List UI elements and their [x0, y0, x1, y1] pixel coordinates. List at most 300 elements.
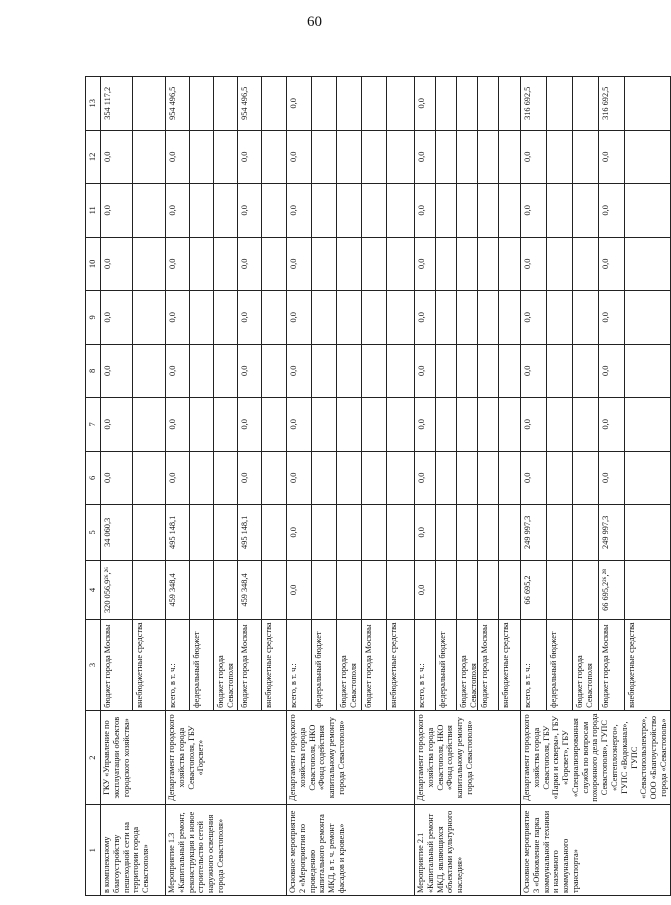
funding-source-cell-line: федеральный бюджет	[312, 620, 337, 710]
value-line	[499, 345, 520, 398]
funding-source-cell-line: бюджет города Москвы	[362, 620, 387, 710]
funding-source-cell-line: внебюджетные средства	[501, 622, 510, 708]
value-col11-cell	[166, 184, 287, 238]
funding-source-cell-line: бюджет города Севастополя	[573, 620, 599, 710]
funding-source-cell-line: бюджет города Москвы	[238, 620, 262, 710]
value-col8-cell	[287, 344, 415, 398]
value-line	[337, 77, 362, 130]
funding-source-cell-line: внебюджетные средства	[627, 622, 636, 708]
header-cell: 5	[86, 505, 101, 561]
value-line	[312, 131, 337, 184]
value-line: 0,0	[521, 452, 547, 505]
table-row	[101, 77, 166, 896]
funding-source-cell-line: всего, в т. ч.:	[415, 620, 436, 710]
value-line	[478, 452, 499, 505]
value-line: 0,0	[238, 345, 262, 398]
value-line	[499, 398, 520, 451]
funding-source-cell-line: всего, в т. ч.:	[166, 620, 190, 710]
value-line	[190, 452, 214, 505]
value-col12-cell	[521, 130, 671, 184]
funding-source-cell-line: бюджет города Севастополя	[337, 620, 362, 710]
value-col13-cell	[521, 77, 671, 131]
value-line	[625, 131, 651, 184]
value-col4-cell-line	[262, 561, 286, 620]
value-col13-cell	[287, 77, 415, 131]
value-line: 0,0	[238, 452, 262, 505]
executor-cell: Департамент городского хозяйства города Севастополя, ГБУ «Горсвет»	[166, 710, 287, 805]
value-col4-cell-line	[547, 561, 573, 620]
value-line: 0,0	[166, 398, 190, 451]
value-line	[262, 184, 286, 237]
value-line	[387, 345, 412, 398]
value-line	[457, 291, 478, 344]
value-line	[133, 452, 165, 505]
value-col5-cell	[521, 505, 671, 561]
value-line: 0,0	[599, 398, 625, 451]
funding-source-cell-line: внебюджетные средства	[264, 622, 273, 708]
value-line: 0,0	[287, 398, 312, 451]
value-col5-cell-line	[499, 505, 520, 560]
value-col4-cell-line: 0,0	[287, 561, 312, 620]
value-line	[436, 291, 457, 344]
value-line: 0,0	[415, 452, 436, 505]
value-line	[625, 238, 651, 291]
value-line	[190, 77, 214, 130]
funding-source-cell-line: федеральный бюджет	[436, 620, 457, 710]
value-col5-cell	[415, 505, 521, 561]
value-col4-cell-line	[337, 561, 362, 620]
header-cell: 11	[86, 184, 101, 238]
value-col10-cell	[287, 237, 415, 291]
value-col13-cell	[101, 77, 166, 131]
value-col9-cell	[521, 291, 671, 345]
value-line	[478, 184, 499, 237]
measure-name-cell: в комплексному благоустройству пешеходной сети на территории города Севастополя»	[101, 805, 166, 896]
value-line	[262, 291, 286, 344]
value-line	[214, 77, 238, 130]
value-col12-cell	[101, 130, 166, 184]
value-line	[478, 398, 499, 451]
value-line	[362, 131, 387, 184]
value-line: 0,0	[287, 452, 312, 505]
value-line	[262, 398, 286, 451]
value-line: 0,0	[599, 238, 625, 291]
value-line	[262, 345, 286, 398]
value-line	[337, 452, 362, 505]
value-col12-cell	[166, 130, 287, 184]
value-line	[436, 131, 457, 184]
value-line	[499, 452, 520, 505]
header-cell: 3	[86, 620, 101, 711]
header-cell: 7	[86, 398, 101, 452]
value-line	[337, 291, 362, 344]
funding-source-cell-line: всего, в т. ч.:	[287, 620, 312, 710]
value-line	[312, 238, 337, 291]
value-col8-cell	[166, 344, 287, 398]
funding-source-cell	[287, 620, 415, 711]
value-line: 0,0	[166, 238, 190, 291]
header-cell: 12	[86, 130, 101, 184]
value-line	[312, 291, 337, 344]
measure-name-cell: Основное мероприятие 3 «Обновление парка коммунальной техники и наземного коммунального транспорта»	[521, 805, 671, 896]
value-line	[190, 291, 214, 344]
value-line: 0,0	[521, 238, 547, 291]
value-line	[625, 345, 651, 398]
value-col8-cell	[101, 344, 166, 398]
funding-source-cell-line: федеральный бюджет	[547, 620, 573, 710]
value-line	[362, 452, 387, 505]
value-line: 0,0	[101, 131, 133, 184]
value-line	[457, 345, 478, 398]
value-line	[499, 77, 520, 130]
value-col6-cell	[101, 451, 166, 505]
value-col7-cell	[415, 398, 521, 452]
header-cell: 6	[86, 451, 101, 505]
value-col5-cell-line: 249 997,3	[521, 505, 547, 560]
value-col4-cell	[415, 560, 521, 620]
value-col5-cell-line	[478, 505, 499, 560]
value-col9-cell	[287, 291, 415, 345]
value-line: 0,0	[166, 131, 190, 184]
value-line	[573, 291, 599, 344]
value-col5-cell	[166, 505, 287, 561]
value-col4-cell-line	[625, 561, 651, 620]
funding-source-cell-line: бюджет города Севастополя	[457, 620, 478, 710]
value-col9-cell	[415, 291, 521, 345]
value-line: 0,0	[238, 291, 262, 344]
funding-source-cell-line: бюджет города Москвы	[599, 620, 625, 710]
value-line	[499, 291, 520, 344]
value-col4-cell-line	[573, 561, 599, 620]
value-line: 954 496,5	[238, 77, 262, 130]
executor-cell: ГКУ «Управление по эксплуатации объектов городского хозяйства»	[101, 710, 166, 805]
value-line	[262, 77, 286, 130]
value-line	[573, 345, 599, 398]
value-col4-cell-line	[362, 561, 387, 620]
value-line: 0,0	[101, 452, 133, 505]
value-line: 0,0	[238, 398, 262, 451]
value-col5-cell-line	[133, 505, 165, 560]
value-col5-cell-line	[190, 505, 214, 560]
value-line	[478, 131, 499, 184]
value-col4-cell-line	[436, 561, 457, 620]
value-line	[190, 398, 214, 451]
value-line: 0,0	[415, 345, 436, 398]
value-col5-cell-line	[573, 505, 599, 560]
value-line: 0,0	[101, 291, 133, 344]
value-line	[362, 345, 387, 398]
value-col12-cell	[415, 130, 521, 184]
value-col11-cell	[415, 184, 521, 238]
value-line	[312, 345, 337, 398]
value-line: 0,0	[599, 345, 625, 398]
value-line	[387, 77, 412, 130]
value-line	[133, 345, 165, 398]
value-line	[312, 398, 337, 451]
value-line	[457, 398, 478, 451]
value-line: 0,0	[166, 184, 190, 237]
value-line	[547, 452, 573, 505]
value-col4-cell-line	[133, 561, 165, 620]
value-col7-cell	[166, 398, 287, 452]
value-line	[547, 184, 573, 237]
value-line	[436, 184, 457, 237]
value-line: 0,0	[415, 184, 436, 237]
executor-cell: Департамент городского хозяйства города Севастополя, НКО «Фонд содействия капитальному ремонту города Севастополя»	[415, 710, 521, 805]
value-col9-cell	[101, 291, 166, 345]
value-line	[312, 77, 337, 130]
value-col8-cell	[521, 344, 671, 398]
value-col10-cell	[166, 237, 287, 291]
value-line	[312, 184, 337, 237]
value-line	[262, 452, 286, 505]
value-line: 0,0	[599, 131, 625, 184]
value-line	[362, 238, 387, 291]
value-line: 0,0	[415, 77, 436, 130]
funding-source-cell	[521, 620, 671, 711]
executor-cell: Департамент городского хозяйства города Севастополя, ГБУ «Парки и скверы», ГБУ «Горсвет», ГБУ «Специализированная служба по вопросам похоронного дела города Севастополя», ГУПС «Севтеплоэнерго», ГУПС «Водоканал», ГУПС «Севастопольэлектро», ООО «Благоустройство города «Севастополь»	[521, 710, 671, 805]
value-line	[190, 238, 214, 291]
value-line	[362, 77, 387, 130]
value-col4-cell-line: 459 348,4	[238, 561, 262, 620]
value-col5-cell-line: 0,0	[415, 505, 436, 560]
value-line	[478, 291, 499, 344]
value-line	[387, 291, 412, 344]
funding-source-cell-line: бюджет города Москвы	[101, 620, 133, 710]
value-col10-cell	[415, 237, 521, 291]
value-line	[214, 131, 238, 184]
value-line	[214, 398, 238, 451]
value-col4-cell-line: 0,0	[415, 561, 436, 620]
value-line	[133, 131, 165, 184]
value-col7-cell	[521, 398, 671, 452]
value-line: 0,0	[599, 184, 625, 237]
header-cell: 9	[86, 291, 101, 345]
value-col6-cell	[415, 451, 521, 505]
value-line	[625, 77, 651, 130]
value-line	[573, 184, 599, 237]
value-line	[499, 131, 520, 184]
value-line: 0,0	[287, 345, 312, 398]
value-col5-cell-line	[214, 505, 238, 560]
value-line: 0,0	[287, 131, 312, 184]
value-line	[214, 184, 238, 237]
executor-cell: Департамент городского хозяйства города Севастополя, НКО «Фонд содействия капитальному ремонту города Севастополя»	[287, 710, 415, 805]
value-col4-cell-line: 320 056,9²⁶,²⁶	[101, 561, 133, 620]
value-col5-cell-line	[625, 505, 651, 560]
value-col11-cell	[101, 184, 166, 238]
value-line	[478, 238, 499, 291]
value-line	[214, 345, 238, 398]
value-line	[436, 452, 457, 505]
value-col5-cell-line	[337, 505, 362, 560]
value-line	[337, 398, 362, 451]
value-line: 0,0	[287, 77, 312, 130]
value-col4-cell	[166, 560, 287, 620]
funding-source-cell	[415, 620, 521, 711]
value-line: 0,0	[521, 398, 547, 451]
value-line	[190, 345, 214, 398]
table-header-row	[86, 77, 101, 896]
value-col7-cell	[101, 398, 166, 452]
value-line: 0,0	[415, 291, 436, 344]
value-line	[362, 398, 387, 451]
table-row	[287, 77, 415, 896]
value-line	[499, 184, 520, 237]
value-line	[312, 452, 337, 505]
measure-name-cell: Основное мероприятие 2 «Мероприятия по проведению капитального ремонта МКД, в т. ч. ремонт фасадов и кровель»	[287, 805, 415, 896]
value-col12-cell	[287, 130, 415, 184]
value-line	[499, 238, 520, 291]
value-line	[387, 452, 412, 505]
value-col10-cell	[521, 237, 671, 291]
value-line	[457, 238, 478, 291]
table-row	[521, 77, 671, 896]
value-line	[457, 131, 478, 184]
value-col5-cell-line	[436, 505, 457, 560]
header-cell: 4	[86, 560, 101, 620]
value-line: 0,0	[166, 452, 190, 505]
value-line	[573, 77, 599, 130]
table-row	[415, 77, 521, 896]
value-col4-cell	[101, 560, 166, 620]
value-line: 0,0	[599, 291, 625, 344]
funding-source-cell-line: бюджет города Москвы	[478, 620, 499, 710]
value-line	[436, 398, 457, 451]
value-col5-cell-line: 495 148,1	[166, 505, 190, 560]
value-line	[362, 184, 387, 237]
value-line: 0,0	[238, 131, 262, 184]
value-line	[547, 238, 573, 291]
value-line	[214, 452, 238, 505]
value-line	[457, 452, 478, 505]
value-line	[573, 238, 599, 291]
value-line: 0,0	[521, 131, 547, 184]
value-col8-cell	[415, 344, 521, 398]
value-line: 0,0	[415, 398, 436, 451]
value-line: 0,0	[101, 184, 133, 237]
value-line: 0,0	[521, 345, 547, 398]
funding-source-cell	[166, 620, 287, 711]
table-row	[166, 77, 287, 896]
value-line	[625, 452, 651, 505]
value-line	[190, 131, 214, 184]
value-line	[133, 291, 165, 344]
value-col4-cell-line	[478, 561, 499, 620]
value-col5-cell-line	[262, 505, 286, 560]
value-line: 0,0	[101, 398, 133, 451]
value-line	[436, 238, 457, 291]
value-line	[362, 291, 387, 344]
value-line	[337, 238, 362, 291]
value-line	[457, 184, 478, 237]
value-col6-cell	[287, 451, 415, 505]
value-line	[262, 131, 286, 184]
value-line: 0,0	[521, 291, 547, 344]
value-col5-cell-line: 34 060,3	[101, 505, 133, 560]
value-line	[133, 238, 165, 291]
value-col4-cell-line: 66 695,2	[521, 561, 547, 620]
value-col9-cell	[166, 291, 287, 345]
value-line	[387, 238, 412, 291]
value-col13-cell	[415, 77, 521, 131]
value-col6-cell	[521, 451, 671, 505]
value-line	[133, 184, 165, 237]
value-line	[214, 291, 238, 344]
budget-table	[85, 76, 671, 896]
value-col4-cell	[521, 560, 671, 620]
page-number: 60	[307, 14, 322, 30]
value-line: 0,0	[238, 184, 262, 237]
value-line	[547, 345, 573, 398]
value-col4-cell-line	[312, 561, 337, 620]
value-line	[547, 77, 573, 130]
value-col11-cell	[287, 184, 415, 238]
funding-source-cell-line: внебюджетные средства	[389, 622, 398, 708]
value-line	[457, 77, 478, 130]
value-line: 0,0	[521, 184, 547, 237]
value-line	[573, 452, 599, 505]
value-line	[573, 131, 599, 184]
value-line: 0,0	[238, 238, 262, 291]
value-col10-cell	[101, 237, 166, 291]
header-cell: 10	[86, 237, 101, 291]
value-col4-cell-line	[499, 561, 520, 620]
value-line	[625, 291, 651, 344]
value-line	[387, 131, 412, 184]
value-col11-cell	[521, 184, 671, 238]
value-line: 0,0	[101, 238, 133, 291]
value-line: 0,0	[415, 238, 436, 291]
value-col4-cell	[287, 560, 415, 620]
value-line: 316 692,5	[521, 77, 547, 130]
value-col4-cell-line	[457, 561, 478, 620]
value-col5-cell-line	[362, 505, 387, 560]
value-line	[133, 398, 165, 451]
value-line	[337, 131, 362, 184]
measure-name-cell: Мероприятие 1.3 «Капитальный ремонт, реконструкция и новое строительство сетей наружного освещения города Севастополя»	[166, 805, 287, 896]
value-line	[190, 184, 214, 237]
value-col5-cell-line	[547, 505, 573, 560]
value-col5-cell-line: 495 148,1	[238, 505, 262, 560]
value-line	[436, 77, 457, 130]
value-line	[478, 77, 499, 130]
value-line: 316 692,5	[599, 77, 625, 130]
value-line	[262, 238, 286, 291]
value-col5-cell	[287, 505, 415, 561]
value-line	[625, 184, 651, 237]
value-col4-cell-line	[214, 561, 238, 620]
value-line	[547, 291, 573, 344]
funding-source-cell-line: федеральный бюджет	[190, 620, 214, 710]
value-col6-cell	[166, 451, 287, 505]
value-line: 0,0	[415, 131, 436, 184]
value-line: 0,0	[101, 345, 133, 398]
value-col5-cell-line: 249 997,3	[599, 505, 625, 560]
funding-source-cell-line: всего, в т. ч.:	[521, 620, 547, 710]
header-cell: 13	[86, 77, 101, 131]
funding-source-cell-line: бюджет города Севастополя	[214, 620, 238, 710]
value-line	[573, 398, 599, 451]
value-line	[133, 77, 165, 130]
value-line: 0,0	[166, 291, 190, 344]
value-line: 0,0	[166, 345, 190, 398]
value-line	[478, 345, 499, 398]
value-col4-cell-line	[190, 561, 214, 620]
value-col4-cell-line	[387, 561, 412, 620]
value-line	[387, 398, 412, 451]
measure-name-cell: Мероприятие 2.1 «Капитальный ремонт МКД, являющихся объектами культурного наследия»	[415, 805, 521, 896]
